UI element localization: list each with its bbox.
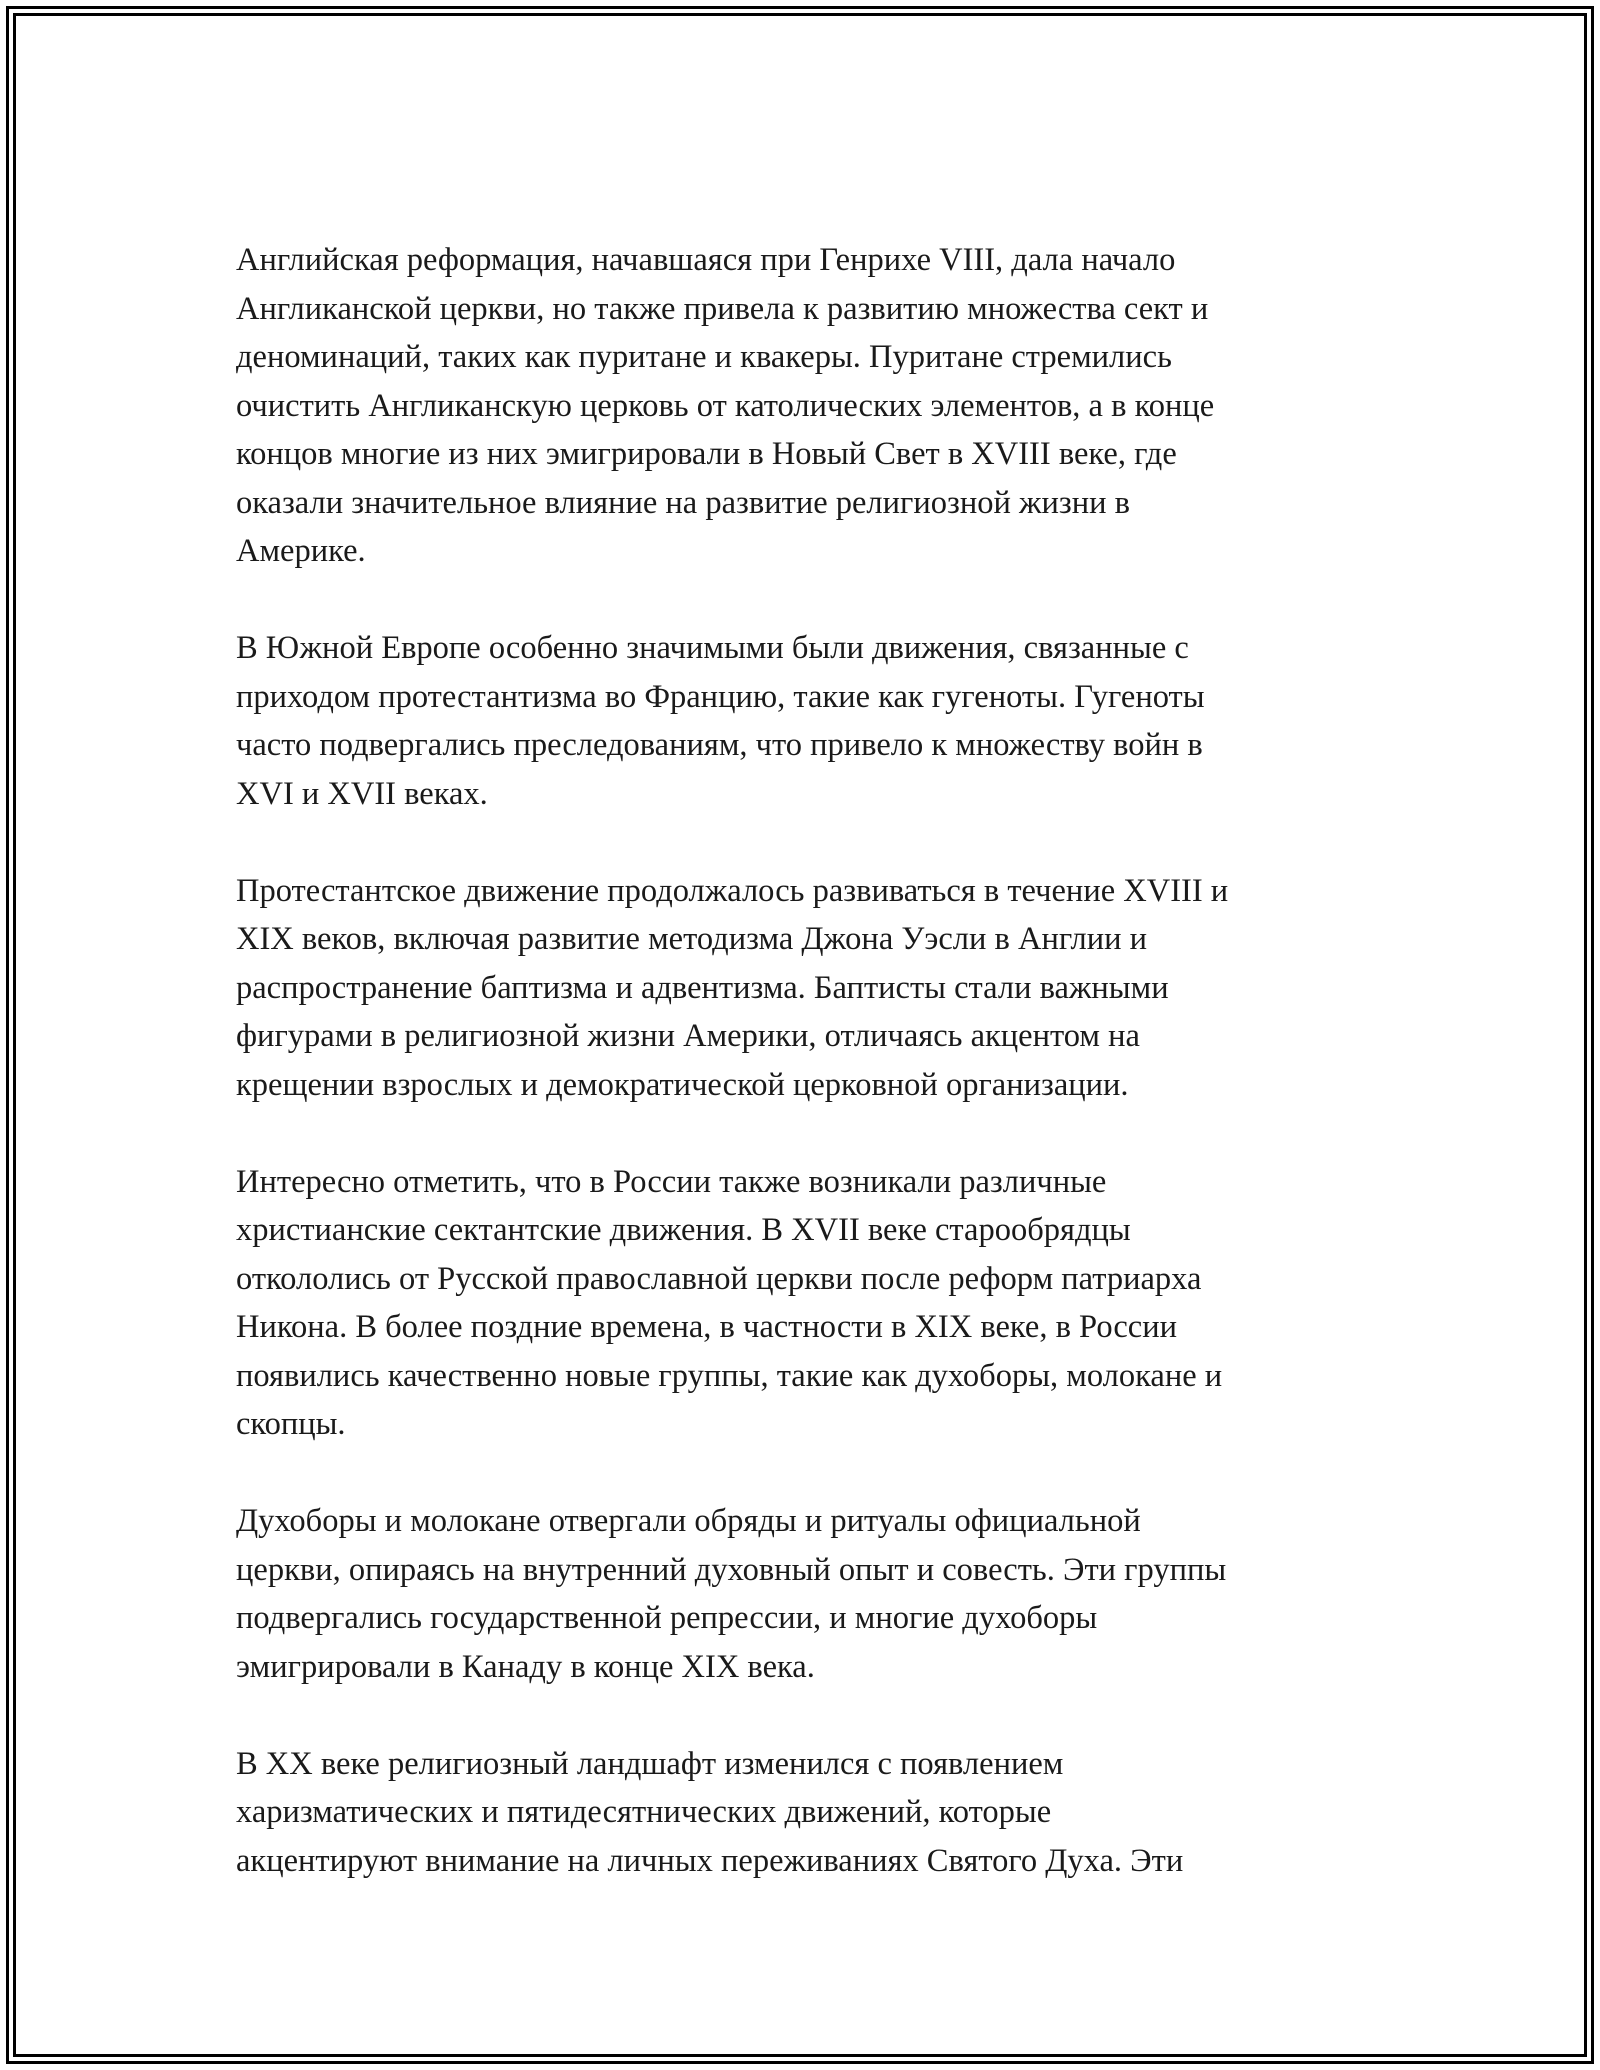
paragraph-methodism-baptism: Протестантское движение продолжалось развиваться в течение XVIII и XIX веков, включая развитие методизма Джона Уэсли в Англии и распространение баптизма и адвентизма. Баптисты стали важными фигурами в религиозной жизни Америки, отличаясь акцентом на крещении взрослых и демократической церковной организации. bbox=[236, 872, 1229, 1103]
paragraph-twentieth-century: В XX веке религиозный ландшафт изменился с появлением харизматических и пятидесятнических движений, которые акцентируют внимание на личных переживаниях Святого Духа. Эти bbox=[236, 1745, 1184, 1879]
paragraph-doukhobors-molokans: Духоборы и молокане отвергали обряды и ритуалы официальной церкви, опираясь на внутренний духовный опыт и совесть. Эти группы подвергались государственной репрессии, и многие духоборы эмигрировали в Канаду в конце XIX века. bbox=[236, 1503, 1227, 1685]
paragraph-english-reformation: Английская реформация, начавшаяся при Генрихе VIII, дала начало Англиканской церкви, но также привела к развитию множества сект и деноминаций, таких как пуритане и квакеры. Пуритане стремились очистить Англиканскую церковь от католических элементов, а в конце концов многие из них эмигрировали в Новый Свет в XVIII веке, где оказали значительное влияние на развитие религиозной жизни в Америке. bbox=[236, 242, 1215, 569]
paragraph-huguenots: В Южной Европе особенно значимыми были движения, связанные с приходом протестантизма во Францию, такие как гугеноты. Гугеноты часто подвергались преследованиям, что привело к множеству войн в XVI и XVII веках. bbox=[236, 630, 1205, 812]
document-body bbox=[236, 236, 1381, 1885]
paragraph-russian-sects: Интересно отметить, что в России также возникали различные христианские сектантские движения. В XVII веке старообрядцы откололись от Русской православной церкви после реформ патриарха Никона. В более поздние времена, в частности в XIX веке, в России появились качественно новые группы, такие как духоборы, молокане и скопцы. bbox=[236, 1163, 1223, 1442]
